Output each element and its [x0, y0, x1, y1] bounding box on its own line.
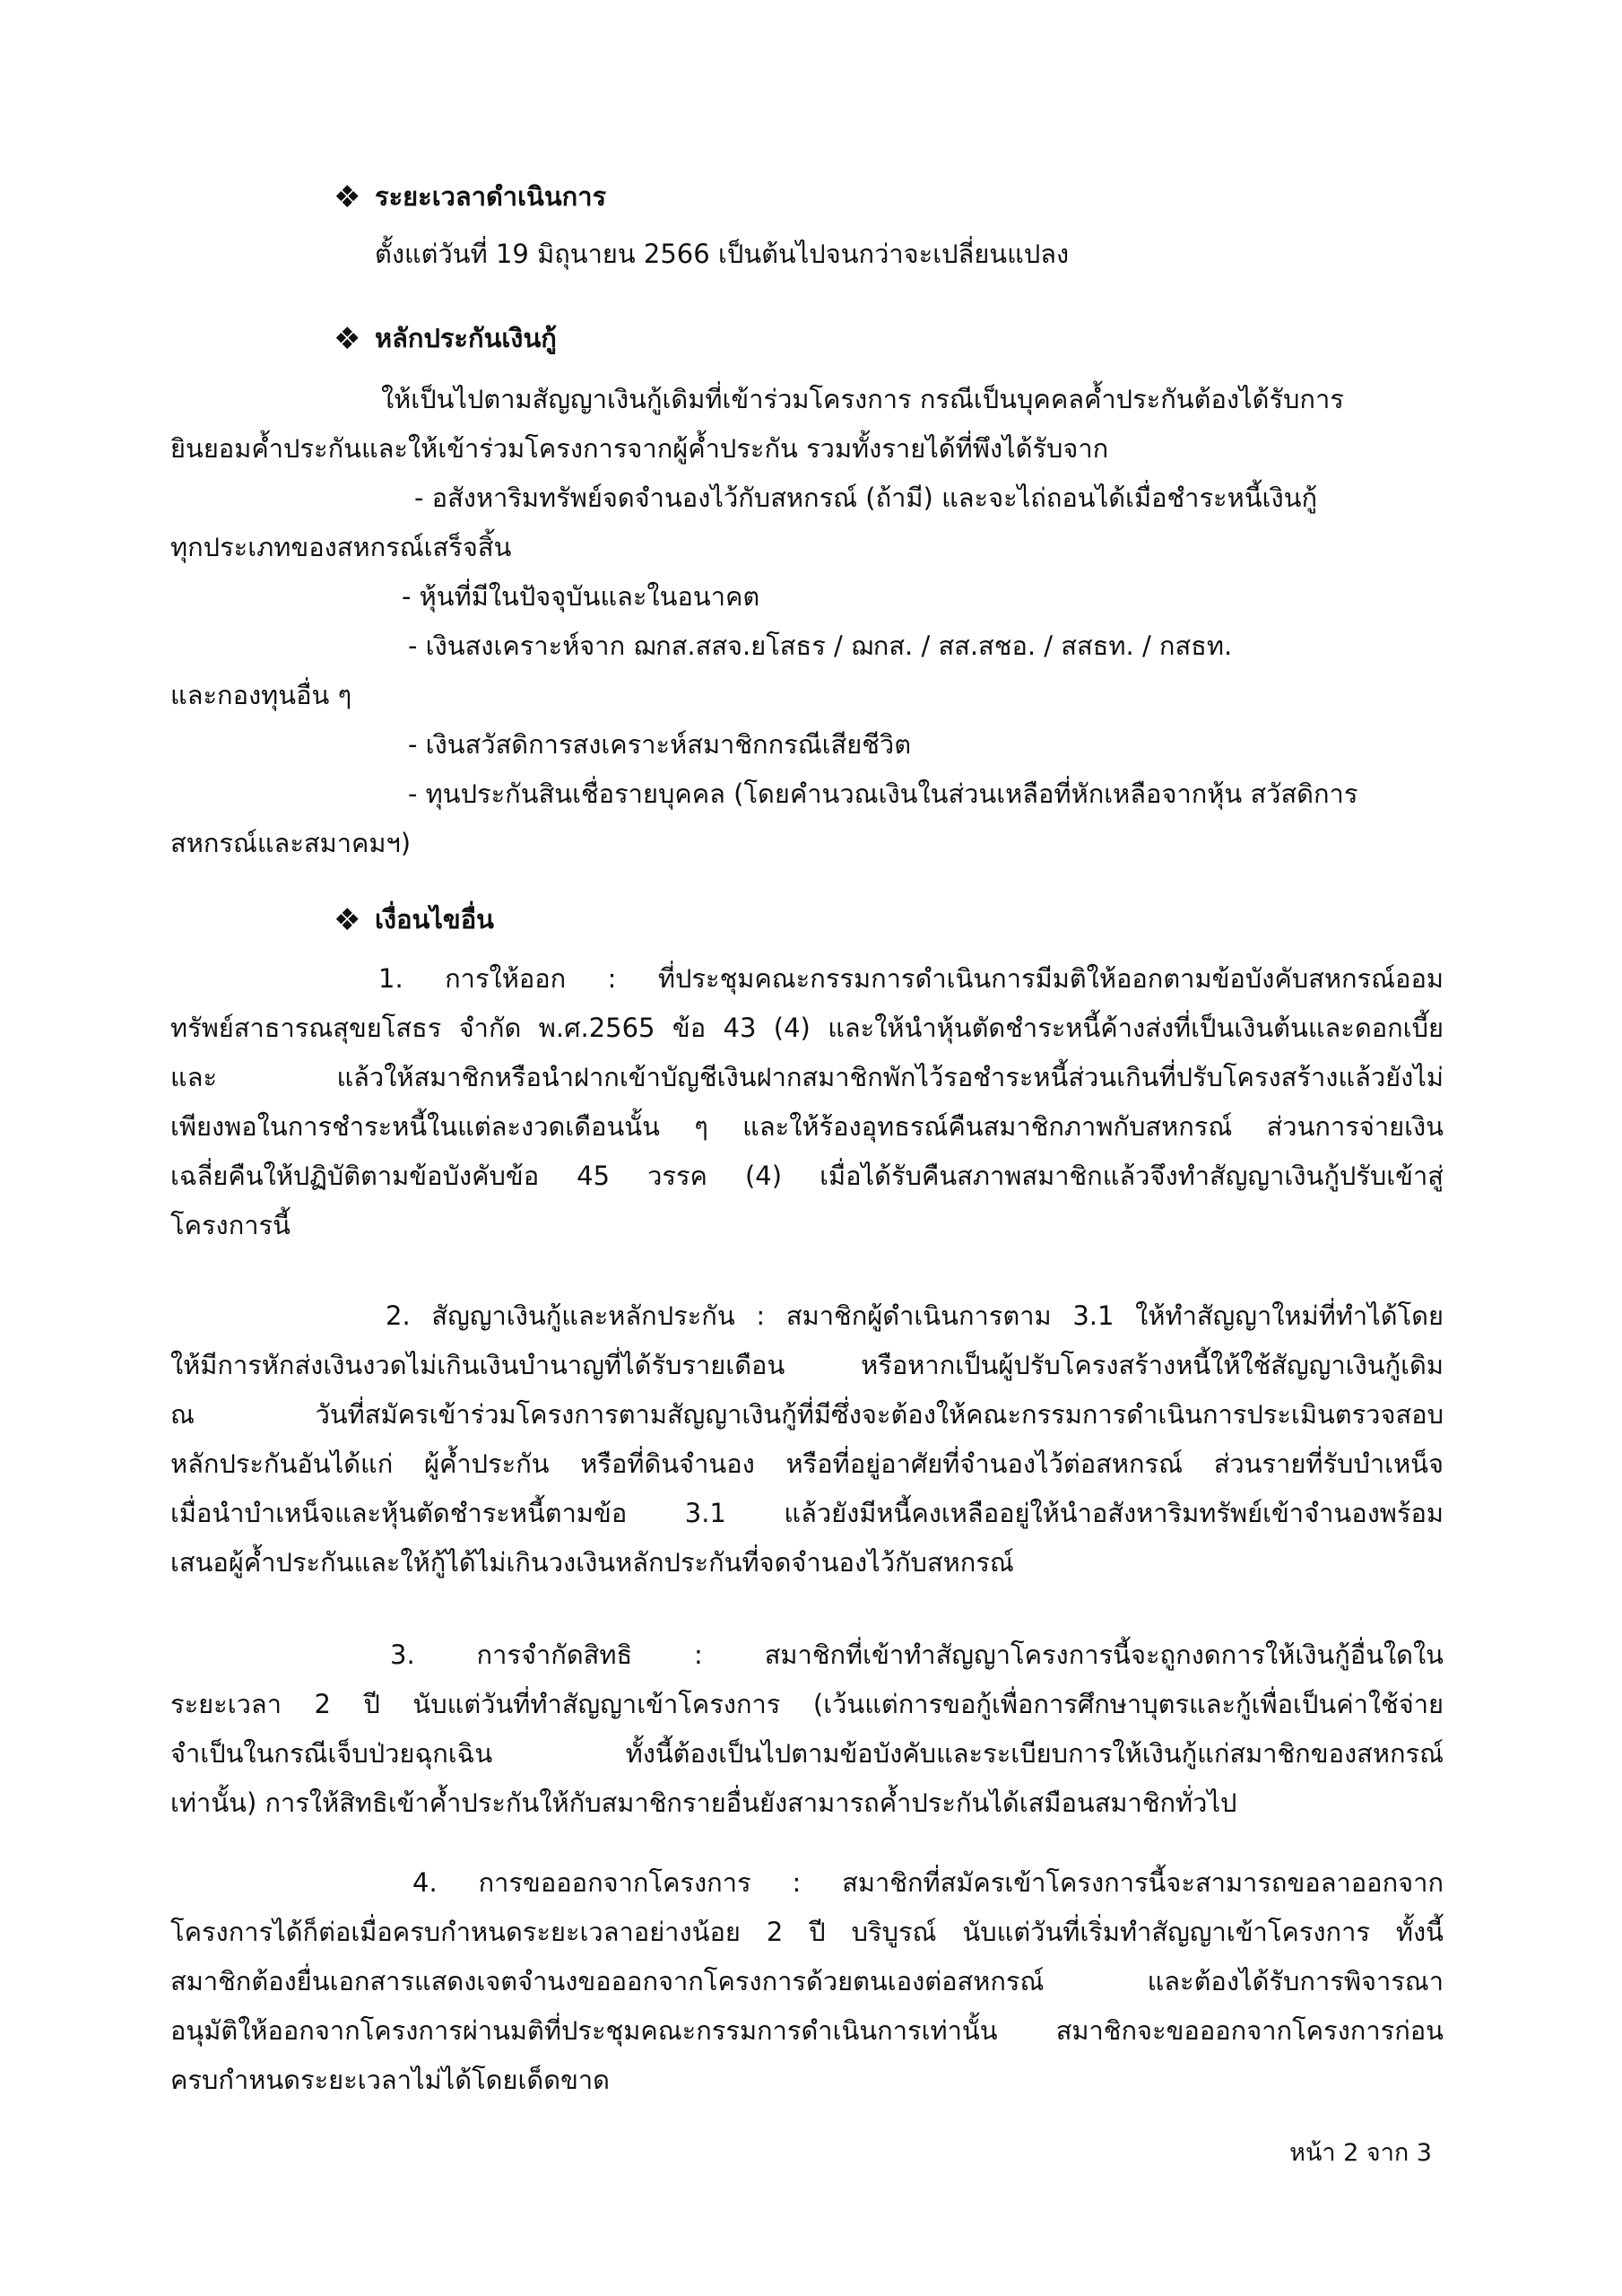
diamond-four-icon: ❖	[334, 902, 361, 938]
collateral-bullet-item: - เงินสงเคราะห์จาก ฌกส.สสจ.ยโสธร / ฌกส. / สส.สชอ. / สสธท. / กสธท.	[408, 631, 1233, 661]
condition-line: 4. การขอออกจากโครงการ : สมาชิกที่สมัครเข้าโครงการนี้จะสามารถขอลาออกจาก	[412, 1867, 1444, 1898]
condition-line: เพียงพอในการชำระหนี้ในแต่ละงวดเดือนนั้น ๆ และให้ร้องอุทธรณ์คืนสมาชิกภาพกับสหกรณ์ ส่วนการจ่ายเงิน	[170, 1111, 1444, 1142]
collateral-bullet-item: - อสังหาริมทรัพย์จดจำนองไว้กับสหกรณ์ (ถ้ามี) และจะไถ่ถอนได้เมื่อชำระหนี้เงินกู้	[414, 483, 1317, 513]
condition-line: จำเป็นในกรณีเจ็บป่วยฉุกเฉิน ทั้งนี้ต้องเป็นไปตามข้อบังคับและระเบียบการให้เงินกู้แก่สมาชิกของสหกรณ์	[170, 1738, 1444, 1769]
condition-line: ทรัพย์สาธารณสุขยโสธร จำกัด พ.ศ.2565 ข้อ 43 (4) และให้นำหุ้นตัดชำระหนี้ค้างส่งที่เป็นเงินต้นและดอกเบี้ย	[170, 1013, 1444, 1043]
condition-line: เสนอผู้ค้ำประกันและให้กู้ได้ไม่เกินวงเงินหลักประกันที่จดจำนองไว้กับสหกรณ์	[170, 1547, 1014, 1578]
condition-line: ณ วันที่สมัครเข้าร่วมโครงการตามสัญญาเงินกู้ที่มีซึ่งจะต้องให้คณะกรรมการดำเนินการประเมินตรวจสอบ	[170, 1399, 1444, 1430]
collateral-bullet-continuation: สหกรณ์และสมาคมฯ)	[170, 828, 412, 858]
condition-line: 2. สัญญาเงินกู้และหลักประกัน : สมาชิกผู้ดำเนินการตาม 3.1 ให้ทำสัญญาใหม่ที่ทำได้โดย	[386, 1300, 1444, 1331]
page-number: หน้า 2 จาก 3	[1289, 2139, 1432, 2167]
collateral-intro-line: ให้เป็นไปตามสัญญาเงินกู้เดิมที่เข้าร่วมโครงการ กรณีเป็นบุคคลค้ำประกันต้องได้รับการ	[381, 384, 1344, 414]
condition-line: สมาชิกต้องยื่นเอกสารแสดงเจตจำนงขอออกจากโครงการด้วยตนเองต่อสหกรณ์ และต้องได้รับการพิจารณา	[170, 1966, 1444, 1996]
condition-line: เมื่อนำบำเหน็จและหุ้นตัดชำระหนี้ตามข้อ 3.1 แล้วยังมีหนี้คงเหลืออยู่ให้นำอสังหาริมทรัพย์เข้าจำนองพร้อม	[170, 1498, 1444, 1528]
condition-line: หลักประกันอันได้แก่ ผู้ค้ำประกัน หรือที่ดินจำนอง หรือที่อยู่อาศัยที่จำนองไว้ต่อสหกรณ์ ส่วนรายที่รับบำเหน็จ	[170, 1448, 1444, 1479]
period-paragraph	[170, 230, 1444, 279]
condition-line: เฉลี่ยคืนให้ปฏิบัติตามข้อบังคับข้อ 45 วรรค (4) เมื่อได้รับคืนสภาพสมาชิกแล้วจึงทำสัญญาเงินกู้ปรับเข้าสู่	[170, 1161, 1444, 1191]
condition-line: โครงการได้ก็ต่อเมื่อครบกำหนดระยะเวลาอย่างน้อย 2 ปี บริบูรณ์ นับแต่วันที่เริ่มทำสัญญาเข้าโครงการ ทั้งนี้	[170, 1917, 1444, 1947]
condition-line: 1. การให้ออก : ที่ประชุมคณะกรรมการดำเนินการมีมติให้ออกตามข้อบังคับสหกรณ์ออม	[378, 963, 1444, 994]
condition-line: เท่านั้น) การให้สิทธิเข้าค้ำประกันให้กับสมาชิกรายอื่นยังสามารถค้ำประกันได้เสมือนสมาชิกทั่วไป	[170, 1787, 1237, 1818]
collateral-intro-line: ยินยอมค้ำประกันและให้เข้าร่วมโครงการจากผู้ค้ำประกัน รวมทั้งรายได้ที่พึงได้รับจาก	[170, 433, 1109, 464]
section-heading-collateral: ❖ หลักประกันเงินกู้	[334, 314, 557, 364]
collateral-intro	[170, 375, 1444, 474]
condition-line: ให้มีการหักส่งเงินงวดไม่เกินเงินบำนาญที่ได้รับรายเดือน หรือหากเป็นผู้ปรับโครงสร้างหนี้ให้ใช้สัญญาเงินกู้เดิม	[170, 1350, 1444, 1380]
condition-line: 3. การจำกัดสิทธิ : สมาชิกที่เข้าทำสัญญาโครงการนี้จะถูกงดการให้เงินกู้อื่นใดใน	[390, 1639, 1444, 1670]
collateral-bullet-list	[170, 474, 1444, 868]
condition-line: อนุมัติให้ออกจากโครงการผ่านมติที่ประชุมคณะกรรมการดำเนินการเท่านั้น สมาชิกจะขอออกจากโครงการก่อน	[170, 2015, 1444, 2046]
condition-line: โครงการนี้	[170, 1210, 291, 1240]
collateral-bullet-item: - หุ้นที่มีในปัจจุบันและในอนาคต	[402, 581, 760, 612]
collateral-bullet-continuation: และกองทุนอื่น ๆ	[170, 680, 352, 710]
condition-item-2	[170, 1292, 1444, 1587]
condition-item-1	[170, 954, 1444, 1250]
diamond-four-icon: ❖	[334, 179, 361, 215]
section-heading-period: ❖ ระยะเวลาดำเนินการ	[334, 172, 606, 222]
diamond-four-icon: ❖	[334, 321, 361, 357]
collateral-bullet-continuation: ทุกประเภทของสหกรณ์เสร็จสิ้น	[170, 532, 512, 562]
condition-line: ครบกำหนดระยะเวลาไม่ได้โดยเด็ดขาด	[170, 2065, 611, 2095]
condition-line: ระยะเวลา 2 ปี นับแต่วันที่ทำสัญญาเข้าโครงการ (เว้นแต่การขอกู้เพื่อการศึกษาบุตรและกู้เพื่อเป็นค่าใช้จ่าย	[170, 1689, 1444, 1719]
condition-item-3	[170, 1631, 1444, 1828]
section-heading-conditions: ❖ เงื่อนไขอื่น	[334, 895, 494, 945]
collateral-bullet-item: - เงินสวัสดิการสงเคราะห์สมาชิกกรณีเสียชีวิต	[408, 729, 912, 760]
condition-line: และ แล้วให้สมาชิกหรือนำฝากเข้าบัญชีเงินฝากสมาชิกพักไว้รอชำระหนี้ส่วนเกินที่ปรับโครงสร้างแล้วยังไม่	[170, 1062, 1444, 1092]
condition-item-4	[170, 1858, 1444, 2105]
period-text: ตั้งแต่วันที่ 19 มิถุนายน 2566 เป็นต้นไปจนกว่าจะเปลี่ยนแปลง	[375, 239, 1070, 269]
collateral-bullet-item: - ทุนประกันสินเชื่อรายบุคคล (โดยคำนวณเงินในส่วนเหลือที่หักเหลือจากหุ้น สวัสดิการ	[408, 778, 1358, 809]
